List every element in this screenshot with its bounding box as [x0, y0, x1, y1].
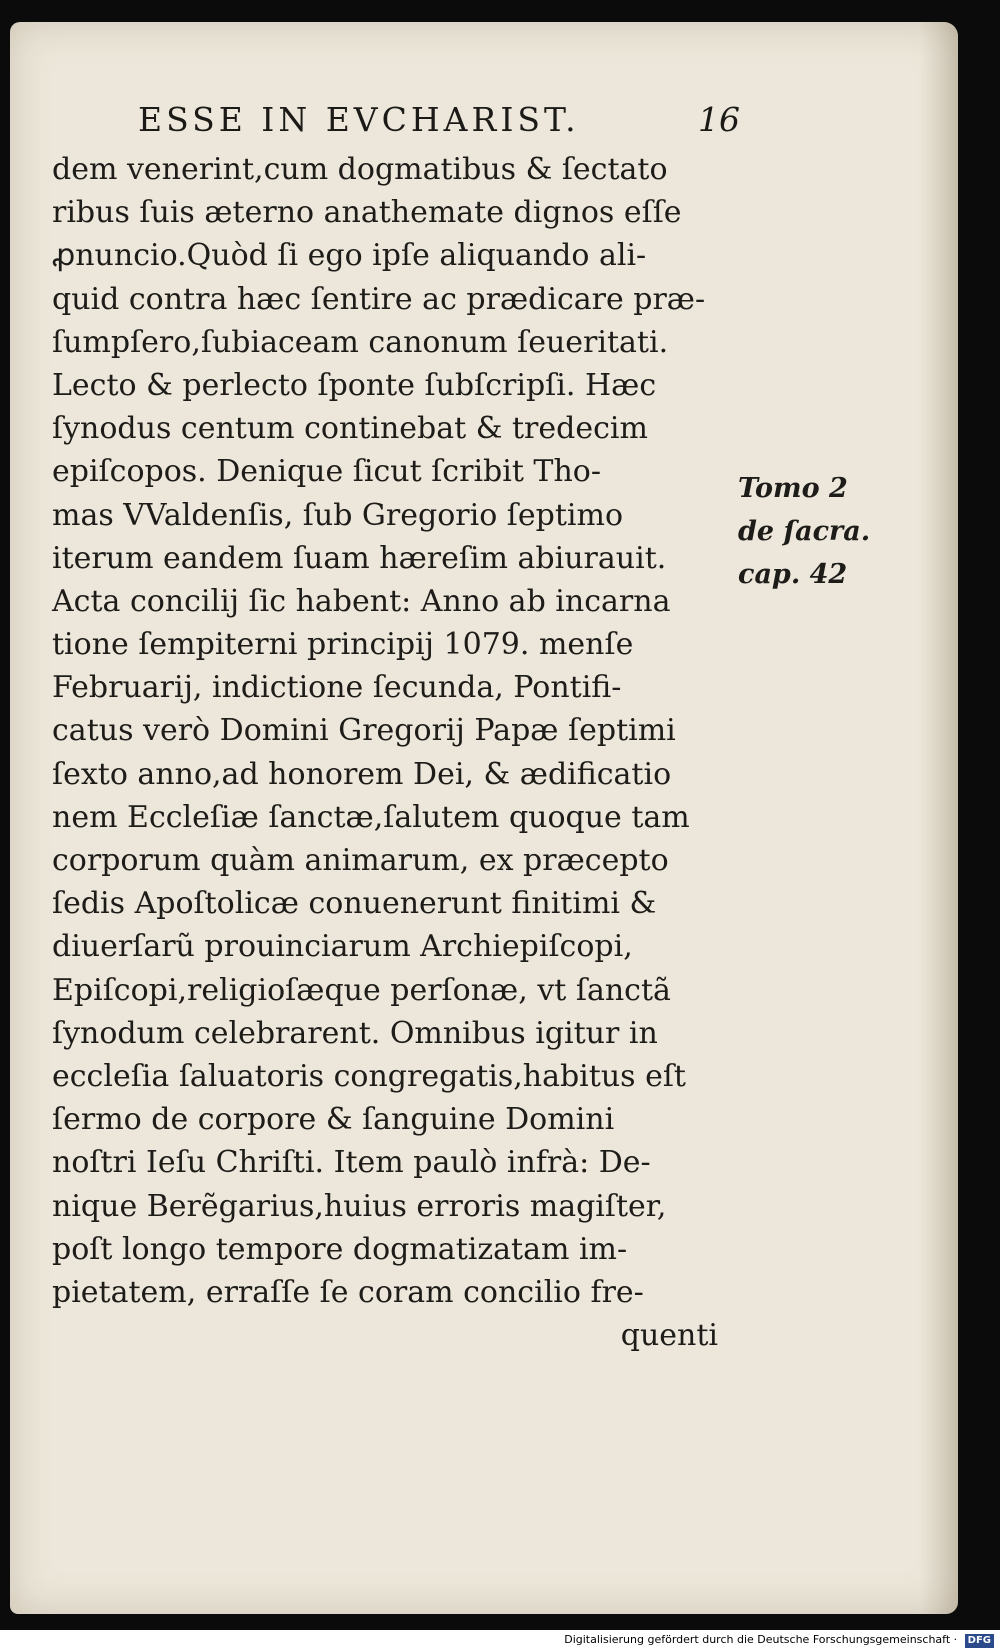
text-line: Februarij, indictione ſecunda, Pontifi-	[52, 670, 622, 706]
running-head	[138, 100, 738, 144]
text-line: ſumpſero,ſubiaceam canonum ſeueritati.	[52, 324, 669, 360]
text-line: eccleſia ſaluatoris congregatis,habitus eſt	[52, 1058, 686, 1094]
text-line: ꝓnuncio.Quòd ſi ego ipſe aliquando ali-	[52, 238, 647, 274]
text-line: ſermo de corpore & ſanguine Domini	[52, 1102, 615, 1138]
text-line: Lecto & perlecto ſponte ſubſcripſi. Hæc	[52, 367, 657, 403]
running-head-title: ESSE IN EVCHARIST.	[138, 100, 580, 139]
text-line: poſt longo tempore dogmatizatam im-	[52, 1231, 628, 1267]
marginal-note-line: de ſacra.	[738, 516, 871, 548]
text-line: noſtri Ieſu Chriſti. Item paulò infrà: De-	[52, 1145, 651, 1181]
text-line: mas VValdenſis, ſub Gregorio ſeptimo	[52, 497, 624, 533]
body-text	[52, 148, 742, 1357]
dfg-logo: DFG	[965, 1634, 994, 1648]
text-line: diuerſarũ prouinciarum Archiepiſcopi,	[52, 929, 633, 965]
text-line: nique Berẽgarius,huius erroris magiſter,	[52, 1188, 667, 1224]
text-line: ſynodum celebrarent. Omnibus igitur in	[52, 1015, 658, 1051]
text-line: epiſcopos. Denique ſicut ſcribit Tho-	[52, 454, 601, 490]
text-line: Epiſcopi,religioſæque perſonæ, vt ſanctã	[52, 972, 671, 1008]
text-line: ſexto anno,ad honorem Dei, & ædificatio	[52, 756, 672, 792]
text-line: catus verò Domini Gregorij Papæ ſeptimi	[52, 713, 676, 749]
text-line: Acta concilij ſic habent: Anno ab incarna	[52, 583, 671, 619]
folio-number: 16	[698, 100, 740, 139]
marginal-note	[738, 467, 888, 597]
catchword: quenti	[620, 1318, 718, 1354]
text-line: iterum eandem ſuam hæreſim abiurauit.	[52, 540, 667, 576]
text-line: dem venerint,cum dogmatibus & ſectato	[52, 152, 668, 187]
text-line: nem Eccleſiæ ſanctæ,ſalutem quoque tam	[52, 799, 690, 835]
footer-credit: Digitalisierung gefördert durch die Deutsche Forschungsgemeinschaft ·	[564, 1633, 958, 1646]
text-line: ribus ſuis æterno anathemate dignos eſſe	[52, 195, 682, 231]
digitization-footer	[0, 1630, 1000, 1650]
text-line: quid contra hæc ſentire ac prædicare præ-	[52, 281, 706, 317]
text-line: pietatem, erraſſe ſe coram concilio fre-	[52, 1274, 644, 1310]
page-edge-shadow	[920, 22, 958, 1614]
marginal-note-line: Tomo 2	[738, 473, 848, 504]
text-line: tione ſempiterni principij 1079. menſe	[52, 627, 634, 663]
text-line: ſedis Apoſtolicæ conuenerunt finitimi &	[52, 886, 657, 922]
marginal-note-line: cap. 42	[738, 559, 848, 591]
text-line: ſynodus centum continebat & tredecim	[52, 411, 648, 447]
text-line: corporum quàm animarum, ex præcepto	[52, 843, 669, 878]
